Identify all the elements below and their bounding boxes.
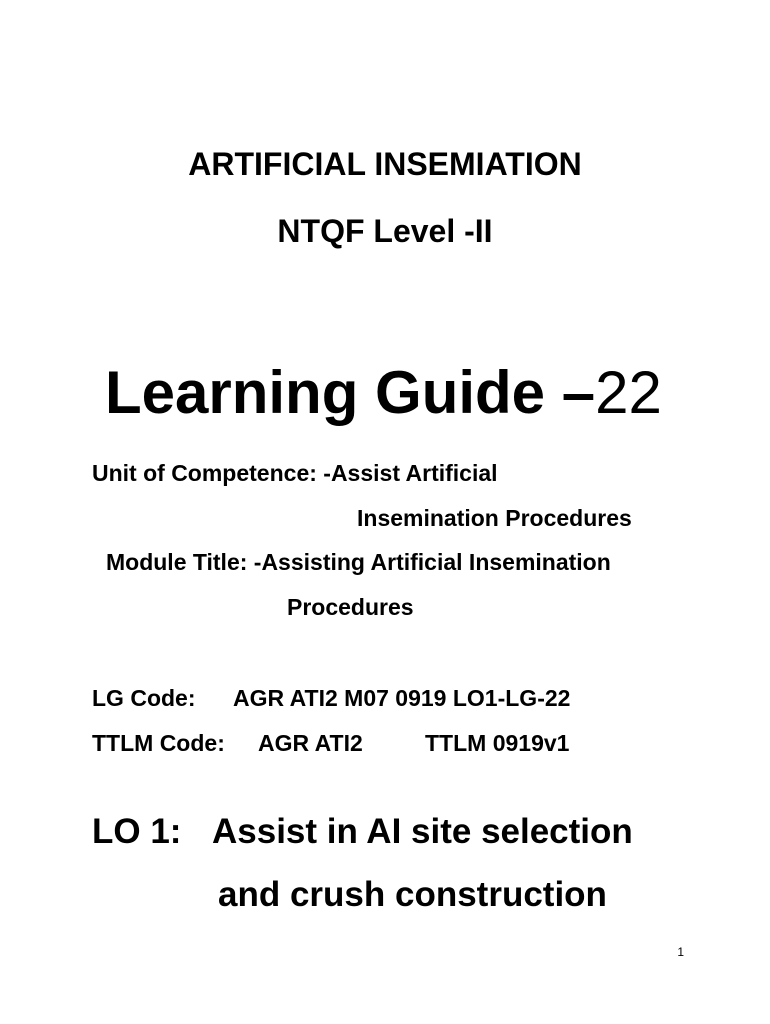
module-title-line1: Module Title: -Assisting Artificial Insemination (106, 549, 611, 575)
module-title-line2: Procedures (287, 594, 414, 620)
ttlm-code-value-part2: TTLM 0919v1 (425, 730, 570, 756)
level-subtitle: NTQF Level -II (277, 213, 493, 249)
ttlm-code-value-part1: AGR ATI2 (258, 730, 363, 756)
unit-of-competence-line2: Insemination Procedures (357, 505, 632, 531)
learning-guide-heading (105, 358, 662, 427)
learning-guide-label: Learning Guide – (105, 359, 596, 426)
learning-outcome-line2: and crush construction (218, 875, 607, 914)
learning-outcome-line1: Assist in AI site selection (212, 812, 633, 851)
page-number: 1 (677, 945, 684, 959)
unit-of-competence-line1: Unit of Competence: -Assist Artificial (92, 460, 498, 486)
lg-code-value: AGR ATI2 M07 0919 LO1-LG-22 (233, 685, 571, 711)
lg-code-label: LG Code: (92, 685, 196, 711)
learning-guide-number: 22 (595, 359, 662, 426)
learning-outcome-label: LO 1: (92, 812, 182, 851)
ttlm-code-label: TTLM Code: (92, 730, 225, 756)
document-title: ARTIFICIAL INSEMIATION (188, 146, 582, 182)
